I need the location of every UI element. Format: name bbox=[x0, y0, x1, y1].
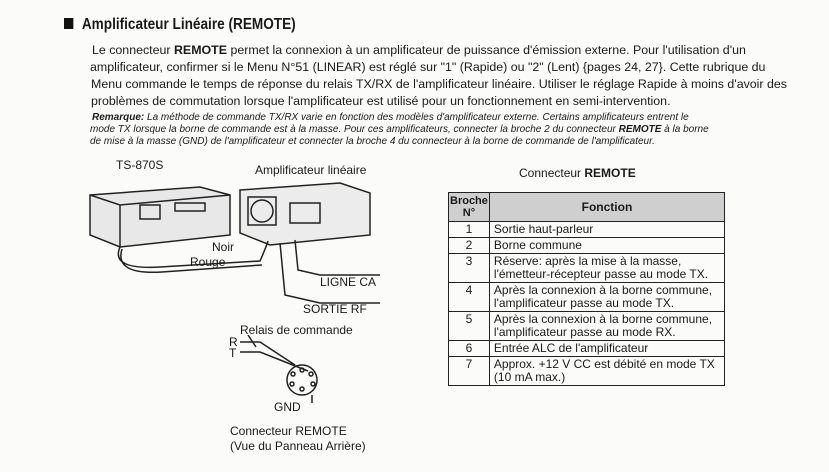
t: REMOTE bbox=[584, 166, 636, 180]
pin-function: Approx. +12 V CC est débité en mode TX (10 mA max.) bbox=[489, 357, 724, 386]
table-header bbox=[449, 193, 725, 222]
pin-number: 2 bbox=[449, 238, 490, 254]
header-fonction: Fonction bbox=[489, 193, 724, 222]
bullet-square-icon bbox=[64, 18, 73, 29]
t: La méthode de commande TX/RX varie en fonction des modèles d'amplificateur externe. Certains amplificateurs entrent le bbox=[144, 112, 689, 123]
table-row bbox=[449, 341, 725, 357]
t: Broche bbox=[450, 195, 488, 207]
label-noir: Noir bbox=[212, 240, 235, 254]
title-text: Amplificateur Linéaire (REMOTE) bbox=[81, 16, 296, 33]
label-gnd: GND bbox=[274, 400, 301, 414]
pin-function: Après la connexion à la borne commune, l'amplificateur passe au mode TX. bbox=[489, 283, 724, 312]
label-sortie-rf: SORTIE RF bbox=[303, 302, 367, 316]
pin-number: 6 bbox=[449, 341, 490, 357]
table-row bbox=[449, 222, 725, 238]
pin-number: 3 bbox=[449, 254, 490, 283]
t: Le connecteur bbox=[92, 43, 174, 57]
table-row bbox=[449, 238, 725, 254]
t: REMOTE bbox=[618, 124, 662, 135]
pin-function: Après la connexion à la borne commune, l'amplificateur passe au mode RX. bbox=[489, 312, 724, 341]
table-caption bbox=[519, 166, 636, 180]
t: N° bbox=[462, 207, 476, 219]
t: Connecteur bbox=[519, 166, 585, 180]
t: permet la connexion à un amplificateur de puissance d'émission externe. Pour l'utilisation d'un bbox=[227, 43, 746, 57]
label-radio: TS-870S bbox=[116, 158, 164, 172]
label-r: R bbox=[229, 335, 238, 349]
table-row bbox=[449, 283, 725, 312]
pin-function: Réserve: après la mise à la masse, l'émetteur-récepteur passe au mode TX. bbox=[489, 254, 724, 283]
remark-line-2 bbox=[90, 124, 709, 135]
table-row bbox=[449, 312, 725, 341]
label-t: T bbox=[229, 346, 237, 360]
remark-label: Remarque: bbox=[92, 112, 145, 123]
label-connector: Connecteur REMOTE bbox=[230, 424, 347, 438]
radio-illustration bbox=[90, 187, 230, 247]
pinout-table bbox=[448, 192, 725, 386]
pin-function: Borne commune bbox=[489, 238, 724, 254]
pin-number: 4 bbox=[449, 283, 490, 312]
pin-function: Entrée ALC de l'amplificateur bbox=[489, 341, 724, 357]
label-ligne-ca: LIGNE CA bbox=[320, 275, 377, 289]
label-rouge: Rouge bbox=[190, 255, 226, 269]
para-line-4: problèmes de commutation lorsque l'amplificateur est utilisé pour un fonctionnement en semi-intervention. bbox=[91, 94, 671, 108]
pin-function: Sortie haut-parleur bbox=[489, 222, 724, 238]
section-title bbox=[64, 16, 296, 34]
para-line-3: Menu commande le temps de réponse du relais TX/RX de l'amplificateur linéaire. Utiliser le réglage Rapide à moins d'avoir des bbox=[91, 77, 787, 91]
amplifier-illustration bbox=[240, 183, 370, 245]
header-broche bbox=[449, 193, 490, 222]
remark-line-3: de mise à la masse (GND) de l'amplificateur et connecter la broche 4 du connecteur à la borne de commande de l'amplificateur. bbox=[90, 136, 655, 147]
table-row bbox=[449, 254, 725, 283]
pin-number: 7 bbox=[449, 357, 490, 386]
para-line-2: amplificateur, confirmer si le Menu N°51 (LINEAR) est réglé sur "1" (Rapide) ou "2" (Lent) {pages 24, 27}. Cette rubrique du bbox=[90, 60, 766, 74]
label-amplifier: Amplificateur linéaire bbox=[255, 163, 367, 177]
t: mode TX lorsque la borne de commande est à la masse. Pour ces amplificateurs, connecter la broche 2 du connecteur bbox=[90, 124, 619, 135]
t: à la borne bbox=[661, 124, 709, 135]
label-relais: Relais de commande bbox=[240, 323, 353, 337]
pin-number: 5 bbox=[449, 312, 490, 341]
remote-connector-pinout bbox=[240, 335, 317, 403]
label-rear-view: (Vue du Panneau Arrière) bbox=[230, 439, 366, 453]
para-line-1 bbox=[92, 43, 746, 57]
pin-number: 1 bbox=[449, 222, 490, 238]
t: REMOTE bbox=[173, 43, 227, 57]
connection-diagram bbox=[80, 175, 420, 435]
table-row bbox=[449, 357, 725, 386]
remark-line-1 bbox=[92, 112, 689, 123]
